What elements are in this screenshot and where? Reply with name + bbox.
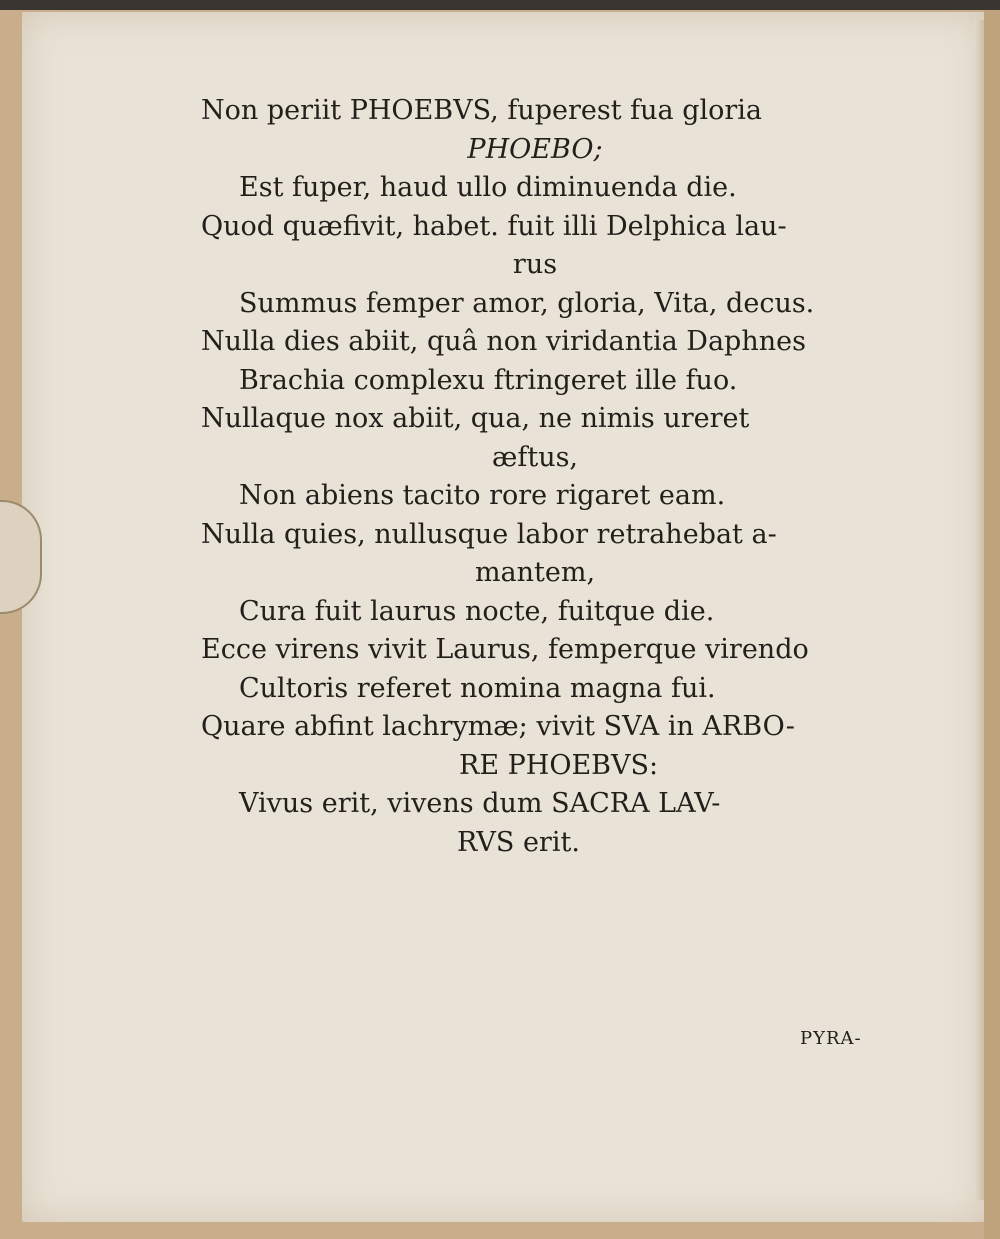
poem-line: Est fuper, haud ullo diminuenda die. [239, 172, 737, 203]
poem-line: Nulla quies, nullusque labor retrahebat a- [201, 518, 777, 550]
scan-right-edge [984, 10, 1000, 1239]
poem-line: æftus, [491, 441, 579, 473]
poem-line: Non abiens tacito rore rigaret eam. [239, 480, 726, 511]
poem-line: Cura fuit laurus nocte, fuitque die. [239, 595, 715, 627]
poem-line: Vivus erit, vivens dum SACRA LAV- [239, 788, 721, 819]
poem-line: RE PHOEBVS: [459, 749, 659, 781]
catchword: PYRA- [800, 1028, 862, 1049]
poem-line: Ecce virens vivit Laurus, femperque virendo [201, 634, 809, 665]
page-fold-edge [974, 20, 984, 1200]
poem-text [195, 92, 895, 862]
poem-line: rus [512, 249, 558, 280]
scan-top-edge [0, 0, 1000, 10]
poem-line: Quare abfint lachrymæ; vivit SVA in ARBO- [201, 711, 795, 742]
poem-line: PHOEBO; [467, 133, 603, 165]
poem-line: Cultoris referet nomina magna fui. [239, 672, 716, 704]
poem-line: Nulla dies abiit, quâ non viridantia Daphnes [201, 326, 806, 357]
poem-line: Non periit PHOEBVS, fuperest fua gloria [201, 95, 763, 126]
poem-line: Nullaque nox abiit, qua, ne nimis ureret [201, 403, 750, 434]
poem-line: mantem, [474, 557, 596, 588]
poem-line: Summus femper amor, gloria, Vita, decus. [239, 287, 815, 319]
poem-line: Brachia complexu ftringeret ille fuo. [239, 364, 738, 396]
poem-line: Quod quæfivit, habet. fuit illi Delphica lau- [201, 210, 787, 242]
poem-line: RVS erit. [457, 826, 580, 858]
